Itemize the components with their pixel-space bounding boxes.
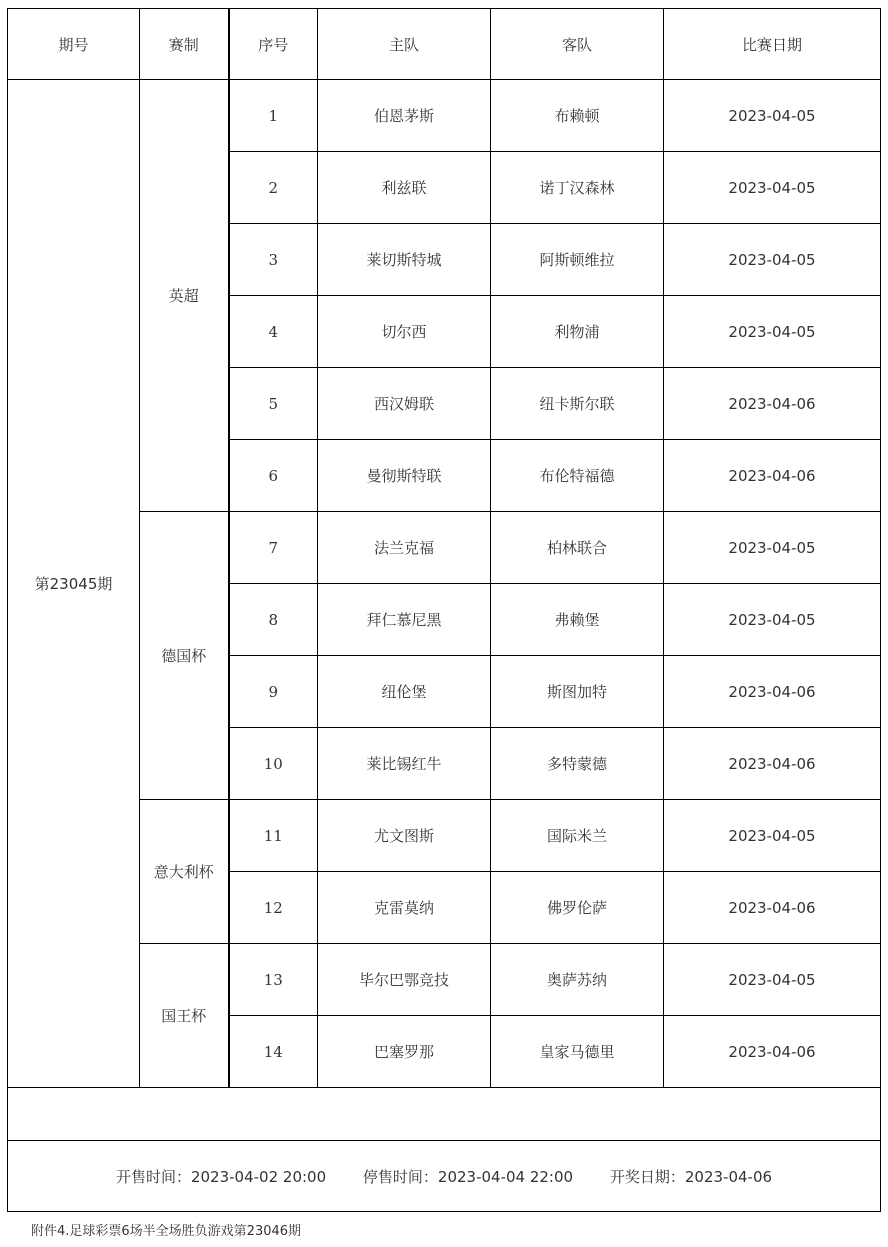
away-team: 国际米兰 [491,800,664,872]
away-team: 多特蒙德 [491,728,664,800]
home-team: 毕尔巴鄂竞技 [318,944,491,1016]
match-date: 2023-04-05 [664,296,881,368]
away-team: 布赖顿 [491,80,664,152]
home-team: 拜仁慕尼黑 [318,584,491,656]
match-row [8,80,881,152]
away-team: 阿斯顿维拉 [491,224,664,296]
match-index: 13 [229,944,318,1016]
home-team: 西汉姆联 [318,368,491,440]
home-team: 巴塞罗那 [318,1016,491,1088]
header-home: 主队 [318,9,491,80]
away-team: 纽卡斯尔联 [491,368,664,440]
away-team: 皇家马德里 [491,1016,664,1088]
away-team: 利物浦 [491,296,664,368]
home-team: 伯恩茅斯 [318,80,491,152]
attachment-link[interactable]: 附件4.足球彩票6场半全场胜负游戏第23046期 [31,1224,302,1239]
away-team: 佛罗伦萨 [491,872,664,944]
home-team: 莱切斯特城 [318,224,491,296]
sale-info-cell [8,1141,881,1212]
period-cell: 第23045期 [8,80,140,1088]
match-index: 10 [229,728,318,800]
match-date: 2023-04-06 [664,728,881,800]
match-date: 2023-04-06 [664,1016,881,1088]
away-team: 奥萨苏纳 [491,944,664,1016]
match-date: 2023-04-05 [664,944,881,1016]
match-index: 7 [229,512,318,584]
header-date: 比赛日期 [664,9,881,80]
match-date: 2023-04-05 [664,224,881,296]
match-index: 14 [229,1016,318,1088]
match-date: 2023-04-06 [664,440,881,512]
header-row [8,9,881,80]
home-team: 纽伦堡 [318,656,491,728]
match-index: 5 [229,368,318,440]
match-date: 2023-04-06 [664,656,881,728]
match-index: 12 [229,872,318,944]
header-index: 序号 [229,9,318,80]
competition-cell: 国王杯 [140,944,229,1088]
home-team: 切尔西 [318,296,491,368]
competition-cell: 德国杯 [140,512,229,800]
home-team: 克雷莫纳 [318,872,491,944]
home-team: 尤文图斯 [318,800,491,872]
away-team: 斯图加特 [491,656,664,728]
home-team: 法兰克福 [318,512,491,584]
match-date: 2023-04-05 [664,80,881,152]
match-index: 4 [229,296,318,368]
match-date: 2023-04-06 [664,872,881,944]
match-date: 2023-04-05 [664,152,881,224]
sale-info-row [8,1141,881,1212]
header-away: 客队 [491,9,664,80]
match-index: 3 [229,224,318,296]
match-index: 2 [229,152,318,224]
match-date: 2023-04-05 [664,512,881,584]
match-index: 1 [229,80,318,152]
match-index: 6 [229,440,318,512]
match-index: 9 [229,656,318,728]
competition-cell: 英超 [140,80,229,512]
home-team: 曼彻斯特联 [318,440,491,512]
away-team: 柏林联合 [491,512,664,584]
header-competition: 赛制 [140,9,229,80]
home-team: 莱比锡红牛 [318,728,491,800]
away-team: 布伦特福德 [491,440,664,512]
sale-stop-time: 停售时间：2023-04-04 22:00 [362,1167,574,1186]
match-index: 8 [229,584,318,656]
blank-row [8,1088,881,1141]
sale-start-time: 开售时间：2023-04-02 20:00 [115,1167,327,1186]
header-period: 期号 [8,9,140,80]
match-date: 2023-04-05 [664,584,881,656]
away-team: 弗赖堡 [491,584,664,656]
blank-cell [8,1088,881,1141]
competition-cell: 意大利杯 [140,800,229,944]
away-team: 诺丁汉森林 [491,152,664,224]
home-team: 利兹联 [318,152,491,224]
schedule-table [7,8,881,1212]
draw-date: 开奖日期：2023-04-06 [609,1167,773,1186]
match-date: 2023-04-05 [664,800,881,872]
match-date: 2023-04-06 [664,368,881,440]
match-index: 11 [229,800,318,872]
